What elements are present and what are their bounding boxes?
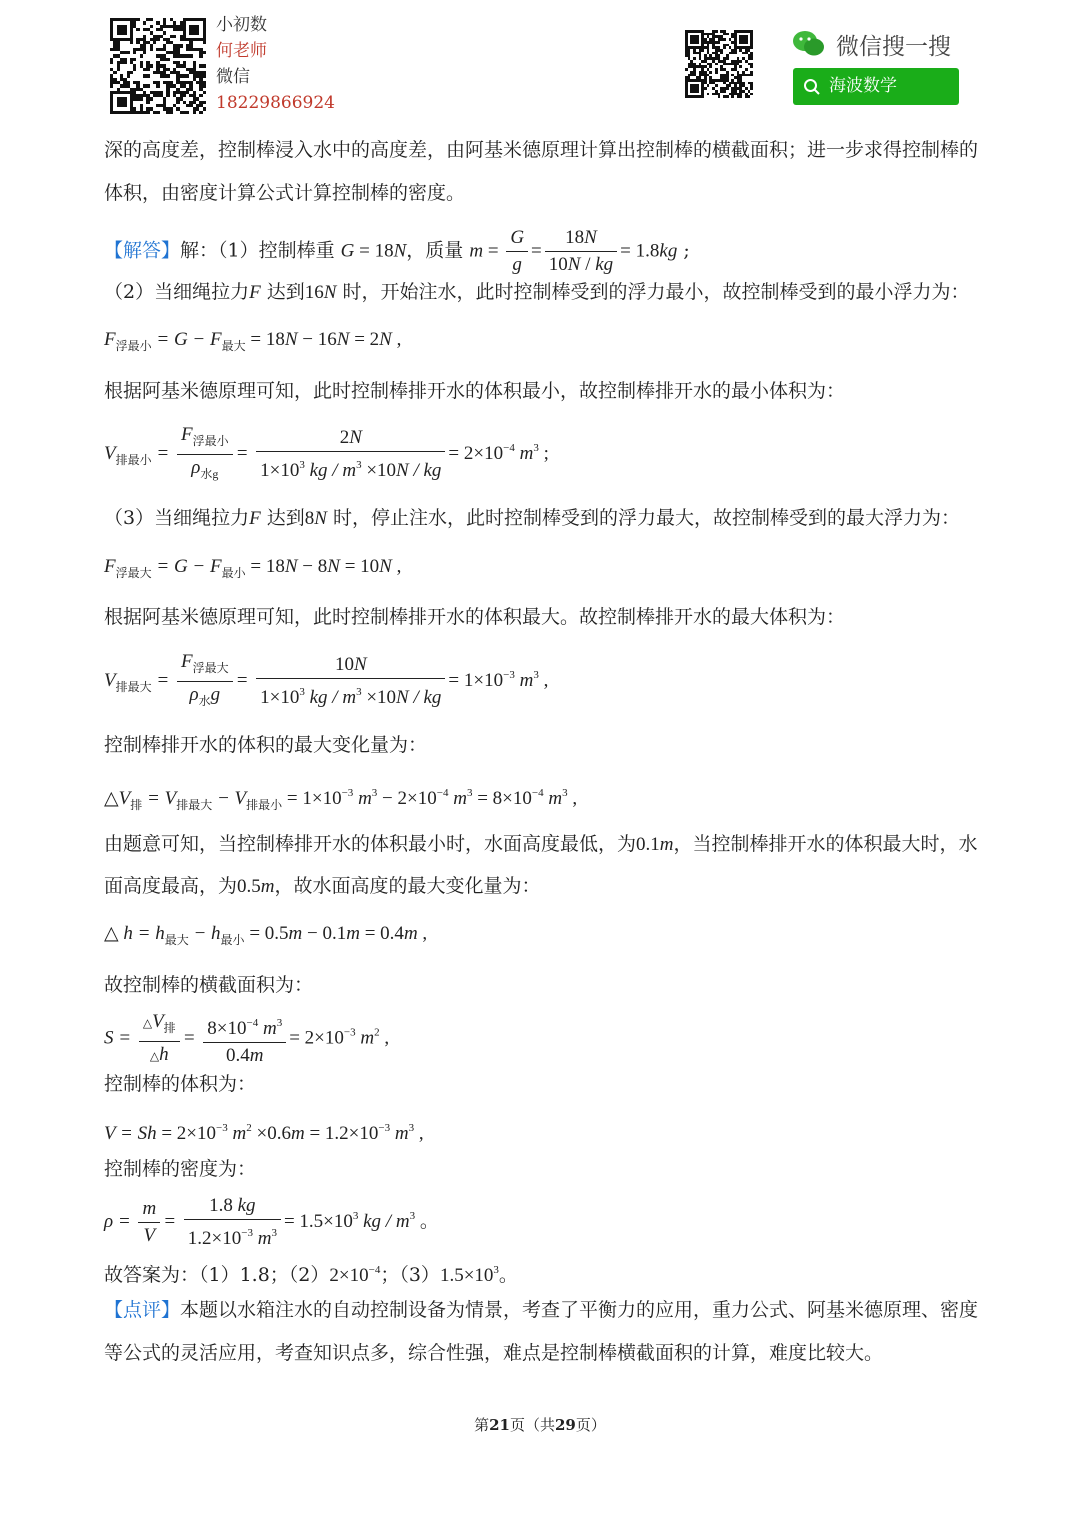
teacher-phone: 18229866924 [216,93,335,113]
comment-tag: 【点评】 [104,1299,181,1321]
equation-height-change: △ $h = h_{最大} - h_{最小} = 0.5m - 0.1m = 0.4m$ , [104,923,428,947]
answer-mass-text: ，质量 [406,239,464,262]
equation-density: ρ = $\frac{m}{V}$ = $\frac{1.8 kg}{1.2\times 10^{-3} m^3}$ = $1.5\times 10^3$ kg / $m^3$ 。 [104,1195,439,1249]
answer-step-1: 【解答】解：（1）控制棒重 G = 18N，质量 m = $\frac{G}{g}$ = $\frac{18N}{10N / kg}$ = 1.8kg ; [104,227,690,275]
paragraph-max-volume: 根据阿基米德原理可知，此时控制棒排开水的体积最大。故控制棒排开水的最大体积为： [104,606,846,628]
page-mid: 页（共 [509,1416,555,1434]
answer-step-2: （2）当细绳拉力F 达到16N 时，开始注水，此时控制棒受到的浮力最小，故控制棒受到的最小浮力为： [104,281,970,303]
water-level-text-a: 由题意可知，当控制棒排开水的体积最小时，水面高度最低，为 [104,833,637,855]
page-current: 21 [489,1416,510,1434]
paragraph-water-level-line-1: 由题意可知，当控制棒排开水的体积最小时，水面高度最低，为0.1m，当控制棒排开水的体积最大时，水 [104,833,978,855]
teacher-line-3: 微信 [216,67,250,87]
final-answer-text-c: 。 [498,1264,518,1286]
page-number [0,1414,1080,1435]
step-3-text-c: 时，停止注水，此时控制棒受到的浮力最大，故控制棒受到的最大浮力为： [333,507,961,529]
answer-step-3: （3）当细绳拉力F 达到8N 时，停止注水，此时控制棒受到的浮力最大，故控制棒受到的最大浮力为： [104,507,961,529]
paragraph-volume-change: 控制棒排开水的体积的最大变化量为： [104,734,428,756]
paragraph-min-volume: 根据阿基米德原理可知，此时控制棒排开水的体积最小，故控制棒排开水的最小体积为： [104,380,846,402]
account-search-button[interactable] [793,68,959,105]
step-2-text-a: （2）当细绳拉力 [104,281,250,303]
step-3-text-b: 达到 [266,507,305,529]
paragraph-water-level-line-2: 面高度最高，为0.5m，故水面高度的最大变化量为： [104,875,541,897]
final-answer: 故答案为：（1）1.8；$(2)2\times 10^{-4}$；$(3)1.5\times 10^3$。 [104,1264,518,1286]
step-3-text-a: （3）当细绳拉力 [104,507,250,529]
comment-line-2: 等公式的灵活应用，考查知识点多，综合性强，难点是控制棒横截面积的计算，难度比较大。 [104,1342,884,1364]
answer-tag: 【解答】 [104,239,181,262]
teacher-line-1: 小初数 [216,15,267,35]
search-icon [803,78,821,96]
wechat-logo-icon [792,30,826,58]
page-suffix: 页） [575,1416,606,1434]
final-answer-text-a: 故答案为：（1）1.8；（2） [104,1264,330,1286]
page-prefix: 第 [474,1416,490,1434]
account-name: 海波数学 [829,76,897,96]
water-level-text-c: 面高度最高，为 [104,875,238,897]
wechat-search-label: 微信搜一搜 [836,34,951,60]
teacher-contact [216,12,335,116]
step-2-text-c: 时，开始注水，此时控制棒受到的浮力最小，故控制棒受到的最小浮力为： [342,281,970,303]
page-total: 29 [555,1416,576,1434]
teacher-qr-code [110,18,206,114]
paragraph-volume: 控制棒的体积为： [104,1073,257,1095]
equation-min-volume: $V_{排最小}$ = $\frac{F_{浮最小}}{\rho_{水g}}$ = $\frac{2N}{1\times 10^3 kg / m^3 \times 10N / kg}$ = $2\times 10^{-4}$ $m^3$ ; [104,424,549,481]
comment-line-1 [104,1298,978,1322]
answer-intro: 解：（1）控制棒重 [180,239,335,262]
step-2-text-b: 达到 [266,281,305,303]
water-level-text-d: ，故水面高度的最大变化量为： [274,875,541,897]
account-qr-code [685,30,753,98]
equation-volume-change: $\triangle V_排 = V_{排最大} - V_{排最小} = 1\times 10^{-3}$ $m^3 - 2\times 10^{-4}$ $m^3 = 8\times 10^{-4}$ $m^3$ , [104,787,578,812]
paragraph-1-line-2: 体积，由密度计算公式计算控制棒的密度。 [104,182,466,204]
water-level-text-b: ，当控制棒排开水的体积最大时，水 [673,833,978,855]
final-answer-text-b: ；（3） [380,1264,440,1286]
paragraph-cross-section: 故控制棒的横截面积为： [104,974,314,996]
paragraph-1-line-1: 深的高度差，控制棒浸入水中的高度差，由阿基米德原理计算出控制棒的横截面积；进一步求得控制棒的 [104,139,979,161]
equation-max-volume: $V_{排最大}$ = $\frac{F_{浮最大}}{\rho_水g}$ = $\frac{10N}{1\times 10^3 kg / m^3 \times 10N / kg}$ = $1\times 10^{-3}$ $m^3$ , [104,651,549,708]
paragraph-density: 控制棒的密度为： [104,1158,257,1180]
teacher-line-2: 何老师 [216,41,267,61]
equation-cross-section: S = $\frac{\triangle V_排}{\triangle h}$ = $\frac{8\times 10^{-4} m^3}{0.4m}$ = $2\times 10^{-3}$ $m^2$ , [104,1011,390,1066]
equation-max-buoyancy: $F_{浮最大} = G - F_{最小} = 18N - 8N = 10N$ , [104,556,402,580]
equation-min-buoyancy: $F_{浮最小} = G - F_{最大} = 18N - 16N = 2N$ , [104,329,402,353]
equation-volume: $V = Sh = 2\times 10^{-3}$ $m^2 \times 0.6m = 1.2\times 10^{-3}$ $m^3$ , [104,1122,424,1144]
comment-text-1: 本题以水箱注水的自动控制设备为情景，考查了平衡力的应用，重力公式、阿基米德原理、密度 [180,1299,979,1321]
